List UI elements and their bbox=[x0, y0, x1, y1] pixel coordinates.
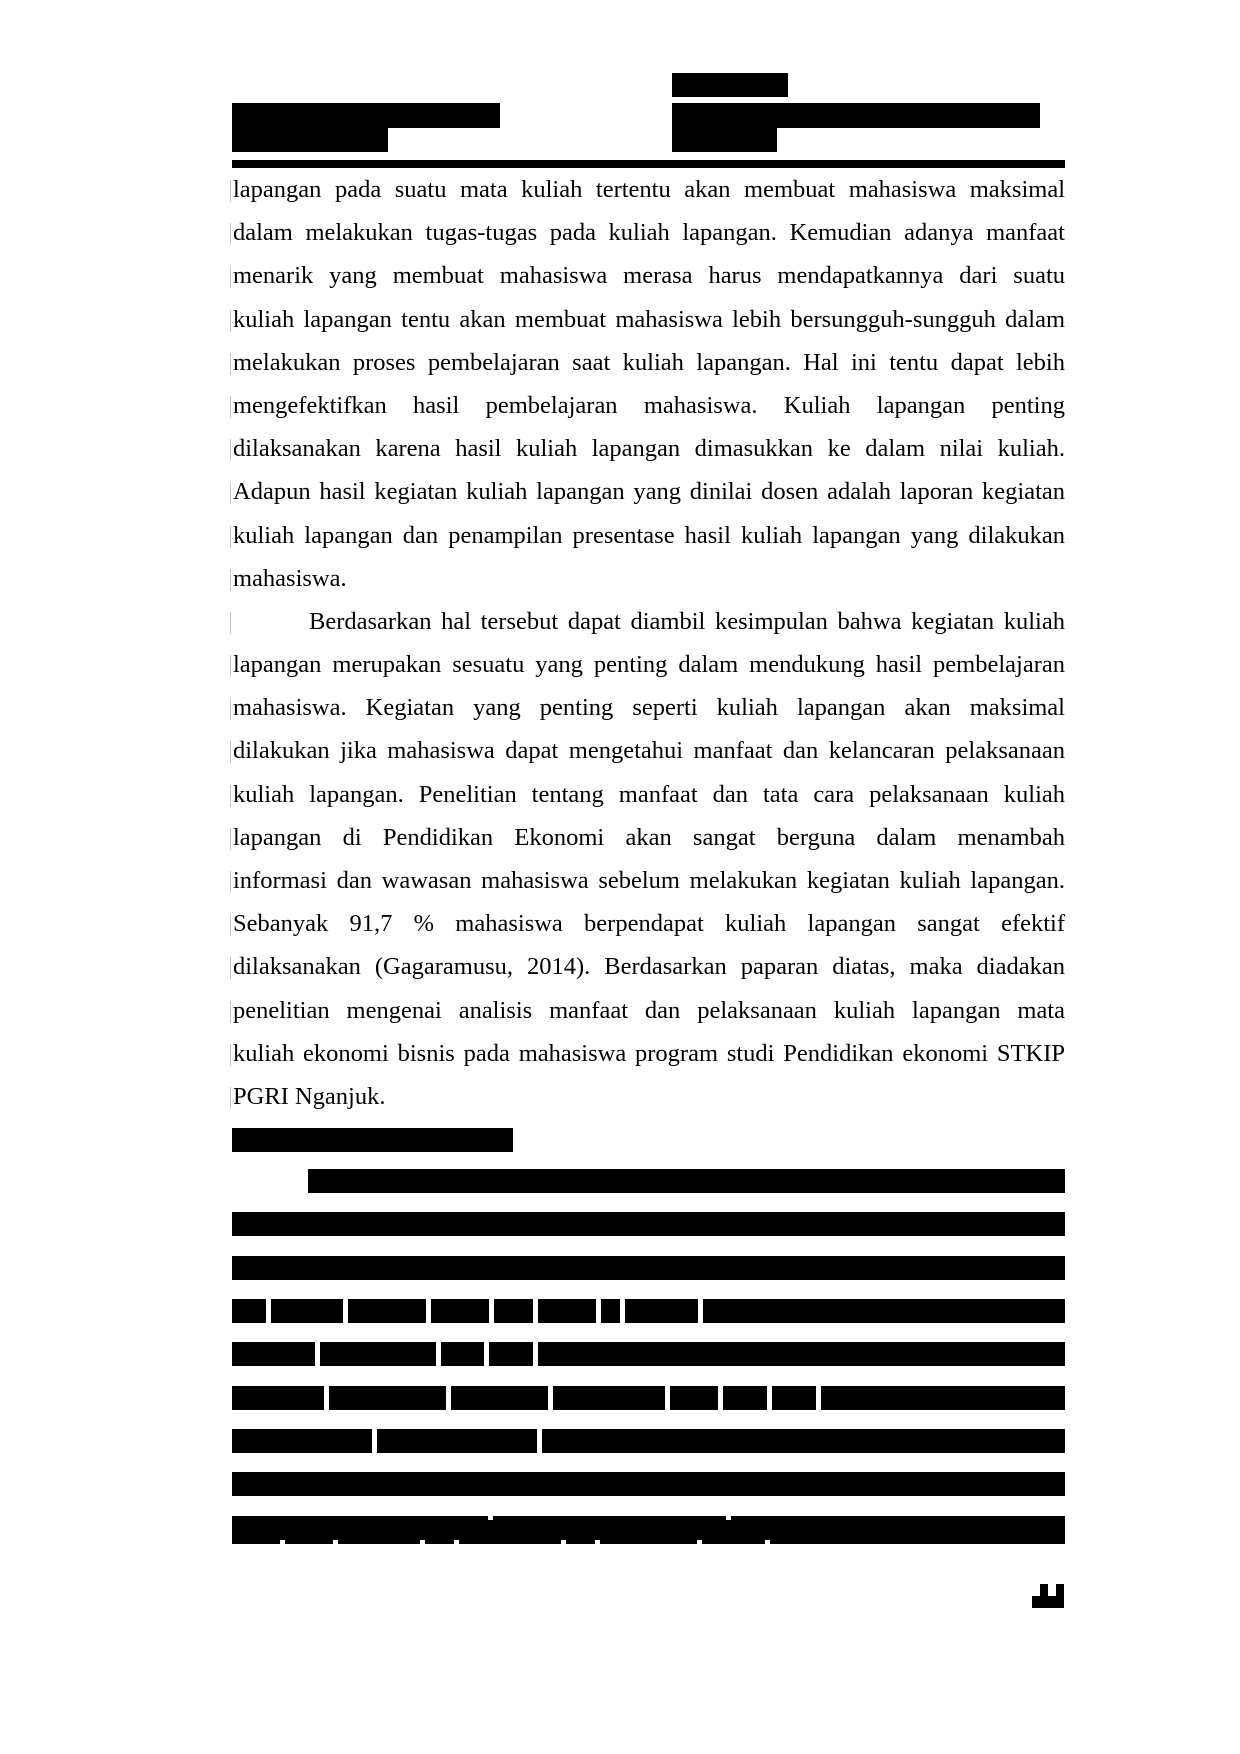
redacted-line bbox=[232, 1386, 1065, 1410]
text-line: dilaksanakan (Gagaramusu, 2014). Berdasarkan paparan diatas, maka diadakan bbox=[233, 945, 1065, 988]
text-line: informasi dan wawasan mahasiswa sebelum melakukan kegiatan kuliah lapangan. bbox=[233, 859, 1065, 902]
header-rule bbox=[232, 160, 1065, 168]
text-line: PGRI Nganjuk. bbox=[233, 1075, 1065, 1118]
redacted-line bbox=[232, 1169, 1065, 1193]
text-line: lapangan merupakan sesuatu yang penting dalam mendukung hasil pembelajaran bbox=[233, 643, 1065, 686]
page-number-redacted-top bbox=[1040, 1584, 1048, 1596]
text-line: dilaksanakan karena hasil kuliah lapangan dimasukkan ke dalam nilai kuliah. bbox=[233, 427, 1065, 470]
redacted-line bbox=[232, 1212, 1065, 1236]
text-line: melakukan proses pembelajaran saat kuliah lapangan. Hal ini tentu dapat lebih bbox=[233, 341, 1065, 384]
redacted-line bbox=[232, 1429, 1065, 1453]
text-line: kuliah lapangan dan penampilan presentase hasil kuliah lapangan yang dilakukan bbox=[233, 514, 1065, 557]
body-text bbox=[233, 168, 1065, 1118]
header-right-sub-redacted bbox=[672, 127, 777, 152]
text-line: kuliah lapangan. Penelitian tentang manfaat dan tata cara pelaksanaan kuliah bbox=[233, 773, 1065, 816]
text-line: dalam melakukan tugas-tugas pada kuliah lapangan. Kemudian adanya manfaat bbox=[233, 211, 1065, 254]
paragraph-1 bbox=[233, 168, 1065, 600]
section-heading-redacted bbox=[232, 1128, 513, 1152]
text-line: dilakukan jika mahasiswa dapat mengetahui manfaat dan kelancaran pelaksanaan bbox=[233, 729, 1065, 772]
redacted-line bbox=[232, 1342, 1065, 1366]
text-line: Adapun hasil kegiatan kuliah lapangan yang dinilai dosen adalah laporan kegiatan bbox=[233, 470, 1065, 513]
redacted-final-line bbox=[232, 1520, 1065, 1544]
header-right-top-redacted bbox=[672, 73, 788, 97]
paragraph-2 bbox=[233, 600, 1065, 1118]
text-line: mengefektifkan hasil pembelajaran mahasiswa. Kuliah lapangan penting bbox=[233, 384, 1065, 427]
text-line: penelitian mengenai analisis manfaat dan pelaksanaan kuliah lapangan mata bbox=[233, 989, 1065, 1032]
redacted-line bbox=[232, 1299, 1065, 1323]
text-line: lapangan pada suatu mata kuliah tertentu akan membuat mahasiswa maksimal bbox=[233, 168, 1065, 211]
page-number-redacted-top-2 bbox=[1056, 1584, 1064, 1596]
text-line: Berdasarkan hal tersebut dapat diambil kesimpulan bahwa kegiatan kuliah bbox=[233, 600, 1065, 643]
page-number-redacted bbox=[1032, 1596, 1064, 1608]
text-line: kuliah ekonomi bisnis pada mahasiswa program studi Pendidikan ekonomi STKIP bbox=[233, 1032, 1065, 1075]
text-line: mahasiswa. bbox=[233, 557, 1065, 600]
text-line: menarik yang membuat mahasiswa merasa harus mendapatkannya dari suatu bbox=[233, 254, 1065, 297]
text-line: mahasiswa. Kegiatan yang penting seperti kuliah lapangan akan maksimal bbox=[233, 686, 1065, 729]
text-line: Sebanyak 91,7 % mahasiswa berpendapat kuliah lapangan sangat efektif bbox=[233, 902, 1065, 945]
header-left-redacted-2 bbox=[232, 127, 388, 152]
text-line: lapangan di Pendidikan Ekonomi akan sangat berguna dalam menambah bbox=[233, 816, 1065, 859]
header-left-redacted bbox=[232, 103, 500, 128]
header-right-main-redacted bbox=[672, 103, 1040, 128]
text-line: kuliah lapangan tentu akan membuat mahasiswa lebih bersungguh-sungguh dalam bbox=[233, 298, 1065, 341]
redacted-line bbox=[232, 1256, 1065, 1280]
redacted-line bbox=[232, 1472, 1065, 1496]
